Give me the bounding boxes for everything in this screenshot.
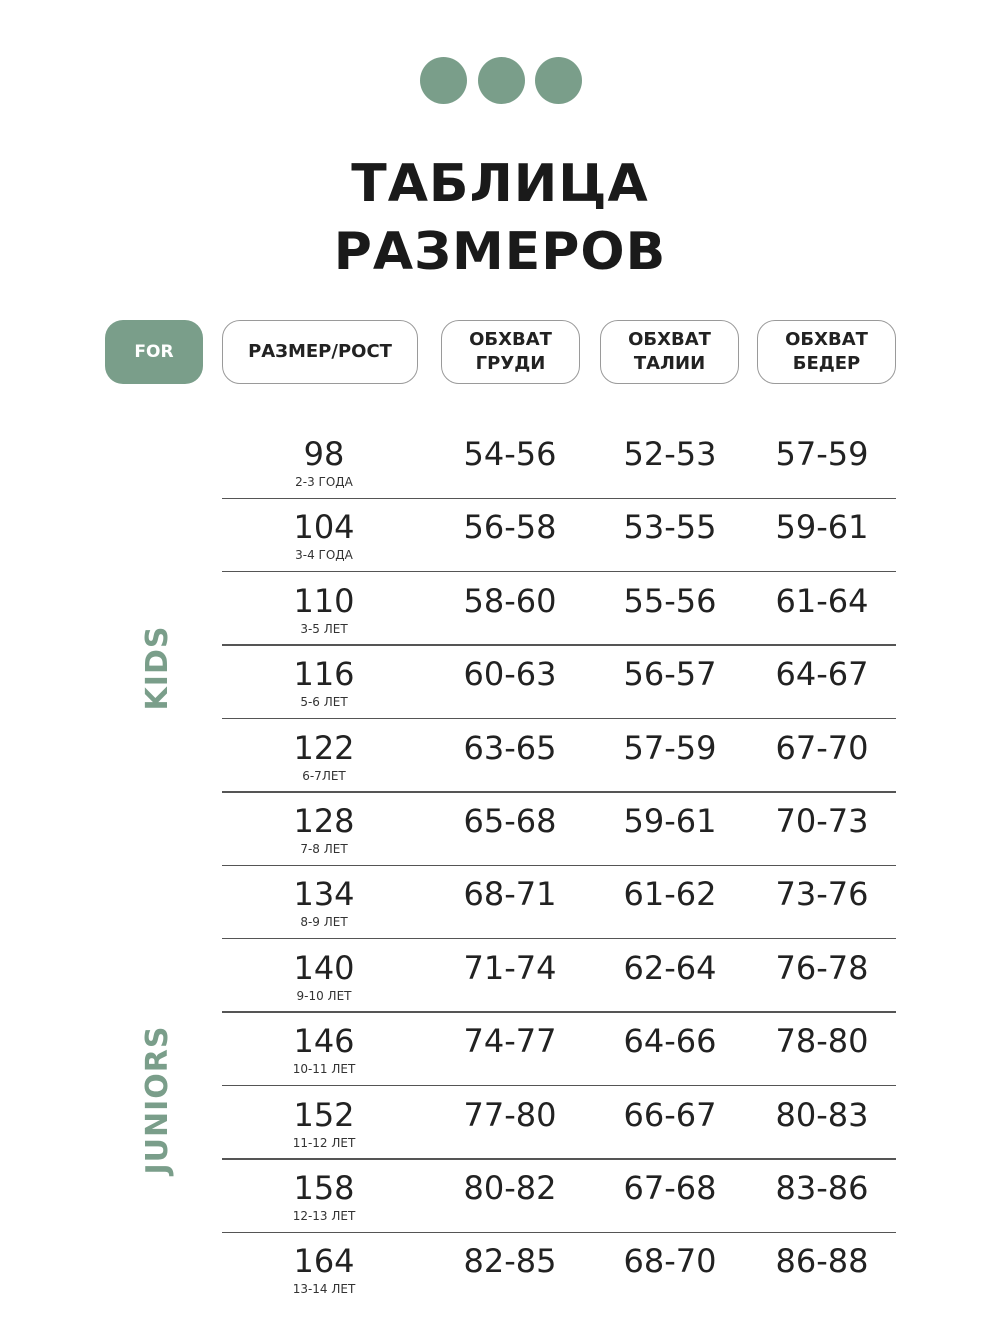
hips-value: 67-70 [775, 728, 869, 767]
waist-value: 56-57 [623, 655, 717, 694]
table-row [222, 1087, 896, 1160]
size-value: 116 [293, 655, 355, 694]
size-value: 122 [293, 728, 355, 767]
waist-value: 64-66 [623, 1022, 717, 1061]
age-range: 7-8 ЛЕТ [300, 842, 348, 856]
table-row [222, 866, 896, 939]
for-label: FOR [134, 342, 174, 362]
chest-value: 71-74 [463, 948, 557, 987]
column-header-hips [757, 320, 896, 384]
dot-icon [420, 57, 467, 104]
dot-icon [535, 57, 582, 104]
column-header-label: ОБХВАТ ГРУДИ [469, 329, 552, 374]
column-header-size [222, 320, 418, 384]
age-range: 3-4 ГОДА [295, 548, 353, 563]
hips-value: 70-73 [775, 802, 869, 840]
hips-value: 73-76 [775, 875, 869, 914]
decorative-dots [420, 57, 582, 104]
hips-value: 64-67 [775, 655, 869, 694]
title-line-1: ТАБЛИЦА [351, 154, 649, 214]
chest-value: 77-80 [463, 1095, 557, 1134]
table-row [222, 426, 896, 499]
column-header-label: ОБХВАТ ТАЛИИ [628, 329, 711, 374]
size-value: 110 [293, 581, 355, 620]
hips-value: 80-83 [775, 1095, 869, 1134]
table-row [222, 940, 896, 1013]
age-range: 9-10 ЛЕТ [296, 988, 352, 1003]
column-header-label: ОБХВАТ БЕДЕР [785, 329, 868, 374]
age-range: 3-5 ЛЕТ [300, 621, 348, 636]
age-range: 11-12 ЛЕТ [292, 1135, 356, 1150]
hips-value: 83-86 [775, 1169, 869, 1207]
dot-icon [478, 57, 525, 104]
chest-value: 82-85 [463, 1242, 557, 1281]
hips-value: 86-88 [775, 1242, 869, 1281]
table-row [222, 793, 896, 866]
waist-value: 52-53 [623, 435, 717, 473]
chest-value: 68-71 [463, 875, 557, 914]
group-label-kids: KIDS [140, 625, 175, 711]
column-header-label: РАЗМЕР/РОСТ [248, 341, 392, 362]
table-row [222, 1233, 896, 1306]
waist-value: 61-62 [623, 875, 717, 914]
waist-value: 67-68 [623, 1169, 717, 1207]
table-row [222, 646, 896, 719]
waist-value: 66-67 [623, 1095, 717, 1134]
waist-value: 53-55 [623, 508, 717, 547]
chest-value: 80-82 [463, 1169, 557, 1207]
chest-value: 65-68 [463, 802, 557, 840]
hips-value: 76-78 [775, 948, 869, 987]
size-value: 146 [293, 1022, 355, 1061]
table-row [222, 1160, 896, 1233]
table-row [222, 1013, 896, 1086]
age-range: 5-6 ЛЕТ [300, 695, 348, 710]
size-value: 128 [293, 802, 355, 840]
chest-value: 60-63 [463, 655, 557, 694]
for-badge [105, 320, 203, 384]
waist-value: 57-59 [623, 728, 717, 767]
age-range: 6-7ЛЕТ [302, 768, 346, 783]
size-value: 164 [293, 1242, 355, 1281]
waist-value: 62-64 [623, 948, 717, 987]
age-range: 10-11 ЛЕТ [292, 1062, 356, 1077]
hips-value: 78-80 [775, 1022, 869, 1061]
size-value: 140 [293, 948, 355, 987]
age-range: 8-9 ЛЕТ [300, 915, 348, 930]
chest-value: 63-65 [463, 728, 557, 767]
chest-value: 74-77 [463, 1022, 557, 1061]
column-header-waist [600, 320, 739, 384]
waist-value: 59-61 [623, 802, 717, 840]
chest-value: 56-58 [463, 508, 557, 547]
waist-value: 68-70 [623, 1242, 717, 1281]
waist-value: 55-56 [623, 581, 717, 620]
chest-value: 58-60 [463, 581, 557, 620]
age-range: 2-3 ГОДА [295, 475, 353, 489]
hips-value: 61-64 [775, 581, 869, 620]
size-value: 134 [293, 875, 355, 914]
page-title [0, 150, 1000, 286]
size-value: 104 [293, 508, 355, 547]
chest-value: 54-56 [463, 435, 557, 473]
table-row [222, 720, 896, 793]
hips-value: 59-61 [775, 508, 869, 547]
group-label-juniors: JUNIORS [140, 1025, 175, 1175]
table-row [222, 499, 896, 572]
age-range: 12-13 ЛЕТ [292, 1209, 356, 1223]
table-row [222, 573, 896, 646]
size-value: 152 [293, 1095, 355, 1134]
hips-value: 57-59 [775, 435, 869, 473]
title-line-2: РАЗМЕРОВ [333, 222, 667, 282]
age-range: 13-14 ЛЕТ [292, 1282, 356, 1297]
size-value: 158 [293, 1169, 355, 1207]
size-value: 98 [303, 435, 345, 473]
column-header-chest [441, 320, 580, 384]
